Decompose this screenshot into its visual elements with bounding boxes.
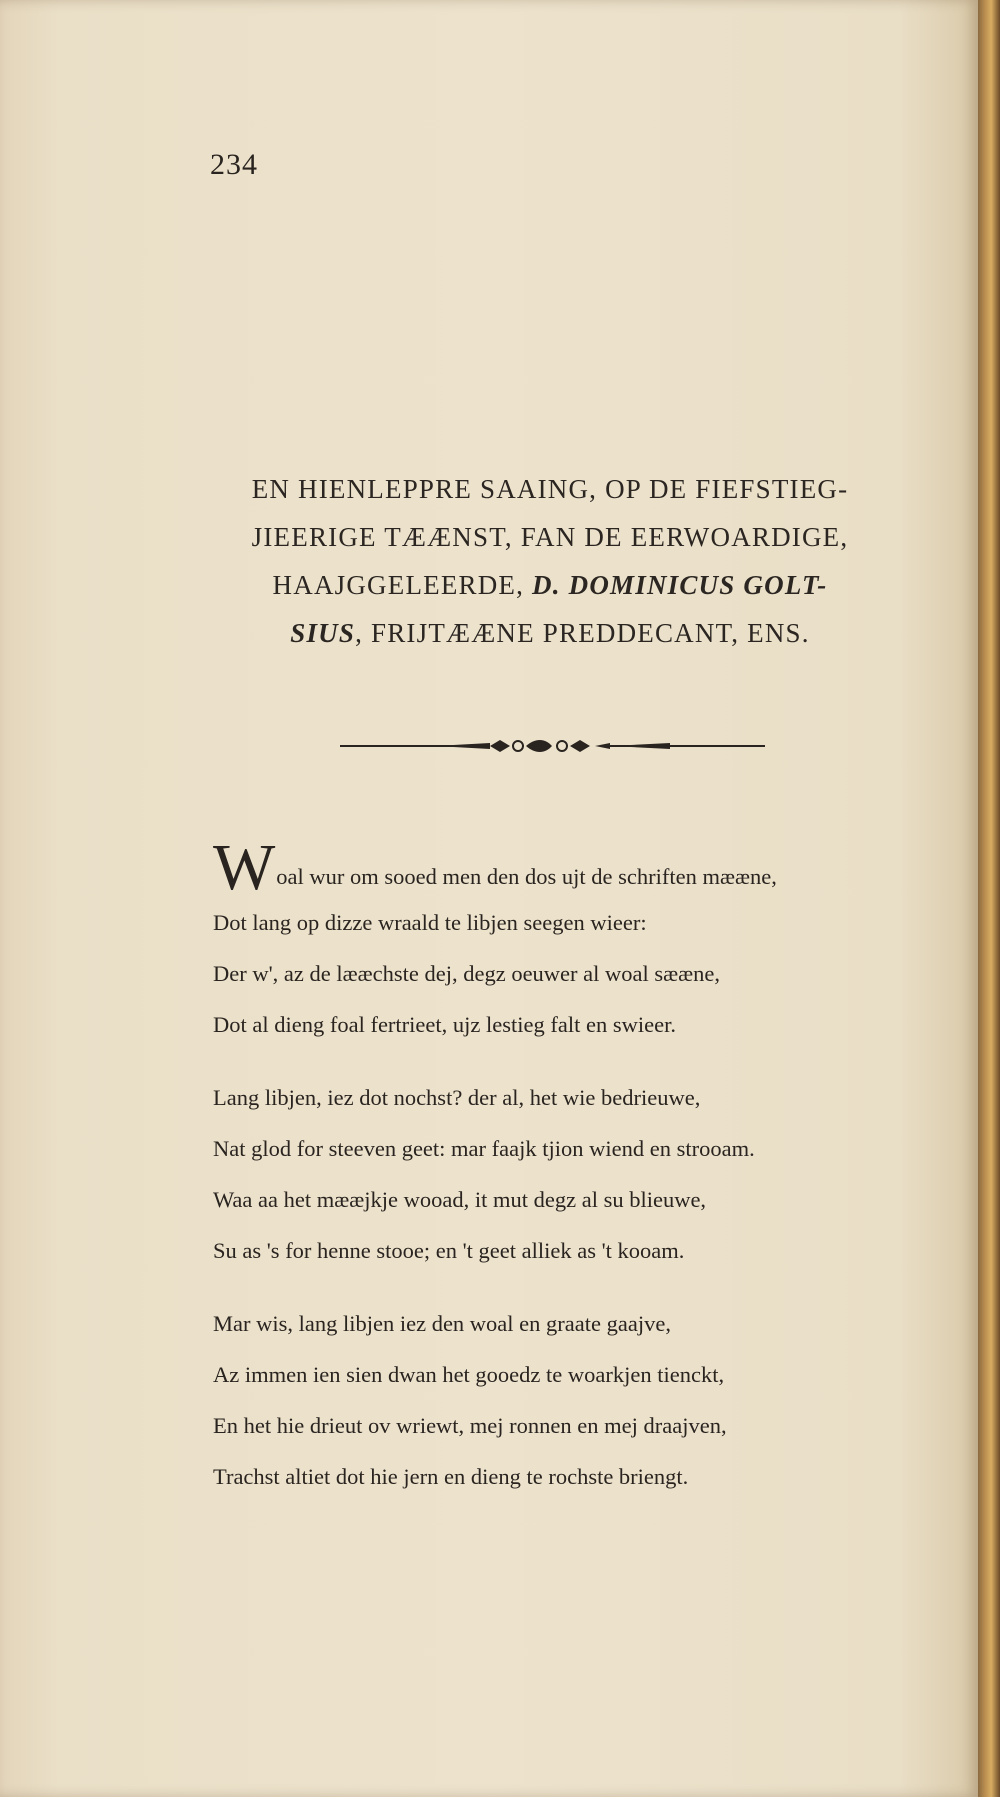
- verse-line: Az immen ien sien dwan het gooedz te woarkjen tienckt,: [213, 1362, 725, 1387]
- verse-line: Su as 's for henne stooe; en 't geet alliek as 't kooam.: [213, 1238, 685, 1263]
- verse-line-text: oal wur om sooed men den dos ujt de schriften mææne,: [276, 864, 777, 889]
- heading-line-1: EN HIENLEPPRE SAAING, OP DE FIEFSTIEG-: [251, 474, 849, 504]
- heading-line-3-italic: D. DOMINICUS GOLT-: [532, 570, 828, 600]
- verse-line: [213, 831, 913, 904]
- heading-line-4-italic: SIUS: [290, 618, 356, 648]
- drop-cap: W: [213, 831, 276, 904]
- heading-line-4-plain: , FRIJTÆÆNE PREDDECANT, ENS.: [355, 618, 810, 648]
- heading-line-4: [205, 609, 895, 657]
- stanza-2: [213, 1072, 913, 1276]
- poem-heading: [205, 465, 895, 657]
- poem-body: [213, 831, 913, 1502]
- verse-line: Lang libjen, iez dot nochst? der al, het wie bedrieuwe,: [213, 1085, 701, 1110]
- verse-line: Nat glod for steeven geet: mar faajk tjion wiend en strooam.: [213, 1136, 755, 1161]
- verse-line: Waa aa het mææjkje wooad, it mut degz al su blieuwe,: [213, 1187, 707, 1212]
- heading-line-3: [205, 561, 895, 609]
- verse-line: En het hie drieut ov wriewt, mej ronnen en mej draajven,: [213, 1413, 727, 1438]
- stanza-1: [213, 831, 913, 1050]
- stanza-3: [213, 1298, 913, 1502]
- page-edge: [978, 0, 1000, 1797]
- page-number: 234: [210, 148, 258, 181]
- verse-line: Trachst altiet dot hie jern en dieng te rochste briengt.: [213, 1464, 689, 1489]
- verse-line: Der w', az de lææchste dej, degz oeuwer al woal sææne,: [213, 961, 721, 986]
- ornamental-rule-divider: [340, 736, 765, 756]
- heading-line-2: JIEERIGE TÆÆNST, FAN DE EERWOARDIGE,: [251, 522, 849, 552]
- verse-line: Dot al dieng foal fertrieet, ujz lestieg falt en swieer.: [213, 1012, 676, 1037]
- verse-line: Mar wis, lang libjen iez den woal en graate gaajve,: [213, 1311, 671, 1336]
- verse-line: Dot lang op dizze wraald te libjen seegen wieer:: [213, 910, 647, 935]
- heading-line-3-plain: HAAJGGELEERDE,: [272, 570, 525, 600]
